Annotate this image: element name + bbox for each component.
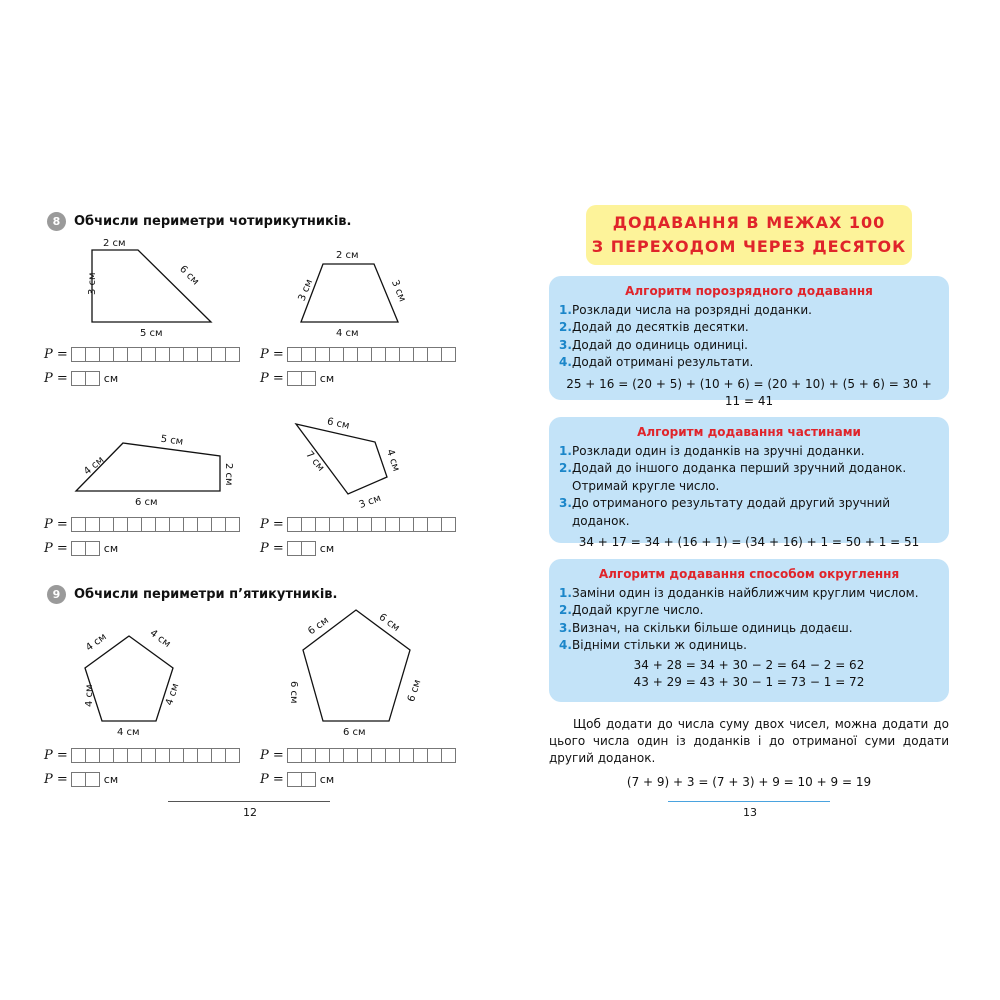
side-label: 3 см <box>87 272 98 295</box>
side-label: 6 см <box>177 263 201 288</box>
section-title-line-1: ДОДАВАННЯ В МЕЖАХ 100 <box>612 213 886 232</box>
side-label: 4 см <box>164 682 182 707</box>
side-label: 3 см <box>357 492 383 511</box>
algorithm-example: 43 + 29 = 43 + 30 − 1 = 73 − 1 = 72 <box>633 675 865 689</box>
task-number-badge: 8 <box>47 212 66 231</box>
section-title-line-2: З ПЕРЕХОДОМ ЧЕРЕЗ ДЕСЯТОК <box>591 237 907 256</box>
task-9-heading <box>47 585 337 604</box>
side-label: 7 см <box>303 449 327 474</box>
perimeter-expression-row: P = <box>260 347 456 362</box>
pentagon-figure-1 <box>60 625 200 745</box>
answer-cells[interactable] <box>287 347 456 362</box>
perimeter-expression-row: P = <box>260 748 456 763</box>
side-label: 6 см <box>406 678 424 704</box>
algorithm-box-1 <box>549 276 949 408</box>
side-label: 5 см <box>159 433 184 448</box>
perimeter-answer-row: P = см <box>260 371 335 386</box>
answer-cells[interactable] <box>71 748 240 763</box>
side-label: 6 см <box>288 681 299 704</box>
algorithm-example: 34 + 17 = 34 + (16 + 1) = (34 + 16) + 1 = 50 + 1 = 51 <box>578 535 920 549</box>
quadrilateral-figure-3 <box>60 425 250 515</box>
quadrilateral-figure-2 <box>280 225 460 345</box>
page-footer-rule <box>168 801 330 802</box>
algorithm-step: 4. Відніми стільки ж одиниць. <box>559 638 747 652</box>
side-label: 2 см <box>336 250 359 261</box>
rule-example: (7 + 9) + 3 = (7 + 3) + 9 = 10 + 9 = 19 <box>626 775 872 789</box>
algorithm-step: 1. Розклади один із доданків на зручні доданки. <box>559 443 865 458</box>
page-number-left: 12 <box>243 806 257 819</box>
side-label: 4 см <box>147 627 173 650</box>
side-label: 4 см <box>336 328 359 339</box>
algorithm-step: 3. Додай до одиниць одиниці. <box>559 337 748 352</box>
algorithm-step: 3. До отриманого результату додай другий зручний доданок. <box>559 496 891 528</box>
quadrilateral-figure-1 <box>60 225 240 345</box>
answer-cells[interactable] <box>71 347 240 362</box>
side-label: 6 см <box>343 727 366 738</box>
perimeter-expression-row: P = <box>44 748 240 763</box>
side-label: 4 см <box>84 631 109 654</box>
algorithm-title: Алгоритм додавання частинами <box>637 425 861 439</box>
perimeter-expression-row: P = <box>44 517 240 532</box>
page-footer-rule <box>668 801 830 802</box>
answer-cells[interactable] <box>287 748 456 763</box>
answer-cells[interactable] <box>287 371 316 386</box>
perimeter-expression-row: P = <box>44 347 240 362</box>
side-label: 2 см <box>223 463 234 486</box>
page-number-right: 13 <box>743 806 757 819</box>
rule-paragraph: Щоб додати до числа суму двох чисел, можна додати до цього числа один із доданків і до отриманої суми додати другий доданок. <box>549 717 949 765</box>
side-label: 5 см <box>140 328 163 339</box>
perimeter-expression-row: P = <box>260 517 456 532</box>
algorithm-title: Алгоритм додавання способом округлення <box>598 567 900 581</box>
answer-cells[interactable] <box>287 517 456 532</box>
perimeter-answer-row: P = см <box>44 541 119 556</box>
algorithm-title: Алгоритм порозрядного додавання <box>625 284 873 298</box>
algorithm-box-2 <box>549 417 949 549</box>
pentagon-figure-2 <box>285 605 435 738</box>
quadrilateral-figure-4 <box>280 410 420 510</box>
side-label: 4 см <box>117 727 140 738</box>
perimeter-answer-row: P = см <box>44 371 119 386</box>
algorithm-step: 2. Додай до десятків десятки. <box>559 320 749 334</box>
side-label: 4 см <box>82 454 107 478</box>
side-label: 3 см <box>389 278 408 304</box>
algorithm-step: 4. Додай отримані результати. <box>559 355 754 369</box>
algorithm-example: 25 + 16 = (20 + 5) + (10 + 6) = (20 + 10) + (5 + 6) = 30 + 11 = 41 <box>566 376 932 408</box>
answer-cells[interactable] <box>71 517 240 532</box>
answer-cells[interactable] <box>71 541 100 556</box>
algorithm-box-3 <box>549 559 949 702</box>
perimeter-answer-row: P = см <box>260 541 335 556</box>
task-8-text: Обчисли периметри чотирикутників. <box>74 214 352 229</box>
answer-cells[interactable] <box>71 371 100 386</box>
answer-cells[interactable] <box>71 772 100 787</box>
side-label: 4 см <box>384 448 402 473</box>
task-9-text: Обчисли периметри п’ятикутників. <box>74 587 338 602</box>
perimeter-answer-row: P = см <box>44 772 119 787</box>
side-label: 6 см <box>325 416 351 432</box>
answer-cells[interactable] <box>287 772 316 787</box>
side-label: 6 см <box>306 615 331 638</box>
algorithm-example: 34 + 28 = 34 + 30 − 2 = 64 − 2 = 62 <box>633 657 865 672</box>
algorithm-step: 2. Додай кругле число. <box>559 603 704 617</box>
algorithm-step: 1. Розклади числа на розрядні доданки. <box>559 302 812 317</box>
perimeter-answer-row: P = см <box>260 772 335 787</box>
side-label: 2 см <box>103 238 126 249</box>
task-number-badge: 9 <box>47 585 66 604</box>
algorithm-step: 2. Додай до іншого доданка перший зручний доданок. Отримай кругле число. <box>559 461 907 493</box>
side-label: 3 см <box>296 277 316 303</box>
side-label: 6 см <box>376 611 402 634</box>
answer-cells[interactable] <box>287 541 316 556</box>
side-label: 6 см <box>135 497 158 508</box>
algorithm-step: 3. Визнач, на скільки більше одиниць додаєш. <box>559 620 853 635</box>
side-label: 4 см <box>84 684 95 707</box>
algorithm-step: 1. Заміни один із доданків найближчим круглим числом. <box>559 585 919 600</box>
section-title <box>586 205 912 265</box>
